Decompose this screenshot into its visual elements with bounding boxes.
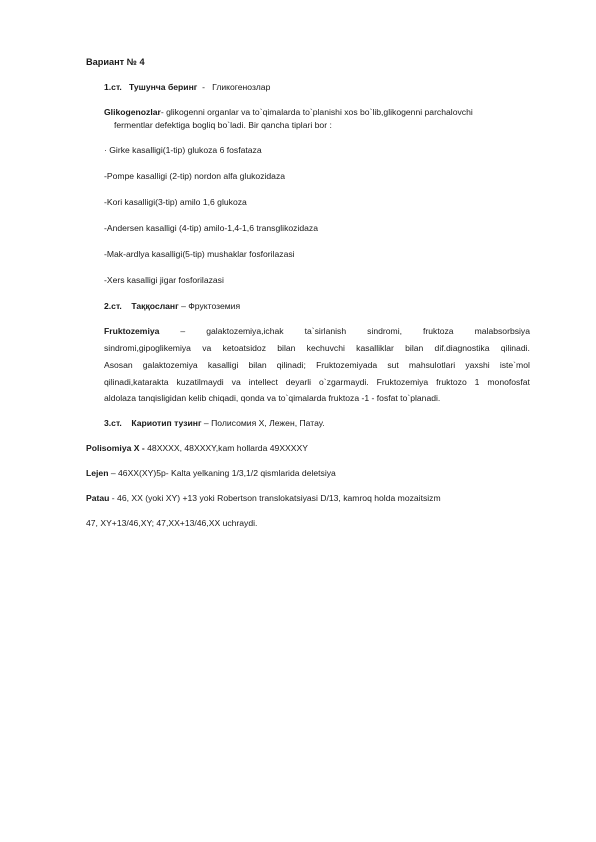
word: qilinadi;: [276, 360, 306, 370]
word: intellect: [248, 377, 278, 387]
word: bilan: [405, 343, 424, 353]
word: va: [231, 377, 241, 387]
glycogenosis-type-3: -Kori kasalligi(3-tip) amilo 1,6 glukoza: [104, 197, 247, 207]
karyotype-label: Polisomiya X -: [86, 443, 148, 453]
glycogenosis-type-2: -Pompe kasalligi (2-tip) nordon alfa glukozidaza: [104, 171, 286, 181]
glycogenosis-type-5: -Mak-ardlya kasalligi(5-tip) mushaklar fosforilazasi: [104, 249, 295, 259]
word: kasalligi: [207, 360, 239, 370]
word: yaxshi: [465, 360, 490, 370]
word: malabsorbsiya: [474, 326, 530, 336]
karyotype-polysomy-x: [86, 443, 308, 454]
word: –: [180, 326, 186, 336]
word: ta`sirlanish: [304, 326, 347, 336]
question-3-term: – Полисомия Х, Лежен, Патау.: [201, 418, 325, 428]
word: kasalliklar: [356, 343, 394, 353]
karyotype-label: Patau: [86, 493, 110, 503]
karyotype-text: 48XXXX, 48XXXY,kam hollarda 49XXXXY: [147, 443, 308, 453]
glycogenosis-type-1: · Girke kasalligi(1-tip) glukoza 6 fosfataza: [104, 145, 262, 155]
fructosemia-line-1: [104, 326, 530, 337]
karyotype-text: – 46XX(XY)5p- Kalta yelkaning 1/3,1/2 qismlarida deletsiya: [108, 468, 336, 478]
glycogenosis-type-4: -Andersen kasalligi (4-tip) amilo-1,4-1,6 transglikozidaza: [104, 223, 318, 233]
question-1-separator: -: [197, 82, 213, 92]
word: Fruktozemiya: [376, 377, 429, 387]
question-1-title: Тушунча беринг: [128, 82, 198, 92]
word: qilinadi.: [500, 343, 530, 353]
karyotype-label: Lejen: [86, 468, 109, 478]
word: ketoatsidoz: [222, 343, 266, 353]
question-1-number: 1.ст.: [104, 82, 122, 92]
word: monofosfat: [487, 377, 530, 387]
glycogenosis-term: Glikogenozlar: [104, 107, 161, 117]
word: dif.diagnostika: [434, 343, 490, 353]
fructosemia-line-5: aldolaza tanqisligidan kelib chiqadi, qonda va to`qimalarda fruktoza -1 - fosfat to`planadi.: [104, 393, 441, 403]
word: Fruktozemiyada: [316, 360, 378, 370]
word: kechuvchi: [306, 343, 345, 353]
glycogenosis-definition-line-1: [104, 107, 473, 118]
glycogenosis-definition-line-2: fermentlar defektiga bogliq bo`ladi. Bir qancha tiplari bor :: [114, 120, 332, 130]
word: va: [202, 343, 212, 353]
word: iste`mol: [499, 360, 530, 370]
word: sindromi,: [367, 326, 403, 336]
question-2-heading: [104, 301, 240, 312]
word: deyarli: [285, 377, 312, 387]
word: bilan: [248, 360, 267, 370]
question-1-term: Гликогенозлар: [212, 82, 271, 92]
fructosemia-line-4: [104, 377, 530, 388]
karyotype-lejeune: [86, 468, 336, 479]
word: bilan: [277, 343, 296, 353]
word: 1: [474, 377, 480, 387]
question-2-term: – Фруктоземия: [178, 301, 241, 311]
question-3-title: Кариотип тузинг: [131, 418, 202, 428]
fructosemia-term: Fruktozemiya: [104, 326, 160, 336]
word: galaktozemiya: [142, 360, 198, 370]
question-1-heading: [104, 82, 270, 93]
word: galaktozemiya,ichak: [206, 326, 284, 336]
question-2-number: 2.ст.: [104, 301, 122, 311]
word: Asosan: [104, 360, 133, 370]
question-2-title: Таққосланг: [131, 301, 179, 311]
word: qilinadi,katarakta: [104, 377, 169, 387]
word: sindromi,gipoglikemiya: [104, 343, 191, 353]
variant-title: Вариант № 4: [86, 57, 145, 67]
question-3-number: 3.ст.: [104, 418, 122, 428]
karyotype-patau: [86, 493, 441, 504]
glycogenosis-type-6: -Xers kasalligi jigar fosforilazasi: [104, 275, 224, 285]
fructosemia-line-2: [104, 343, 530, 354]
word: mahsulotlari: [408, 360, 456, 370]
word: fruktozo: [436, 377, 467, 387]
fructosemia-line-3: [104, 360, 530, 371]
glycogenosis-definition-text: - glikogenni organlar va to`qimalarda to`planishi xos bo`lib,glikogenni parchalovchi: [160, 107, 473, 117]
word: kuzatilmaydi: [176, 377, 224, 387]
word: sut: [387, 360, 399, 370]
word: o`zgarmaydi.: [319, 377, 369, 387]
karyotype-final-line: 47, XY+13/46,XY; 47,XX+13/46,XX uchraydi.: [86, 518, 258, 528]
word: fruktoza: [423, 326, 454, 336]
question-3-heading: [104, 418, 325, 429]
karyotype-text: - 46, XX (yoki XY) +13 yoki Robertson translokatsiyasi D/13, kamroq holda mozaitsizm: [109, 493, 441, 503]
